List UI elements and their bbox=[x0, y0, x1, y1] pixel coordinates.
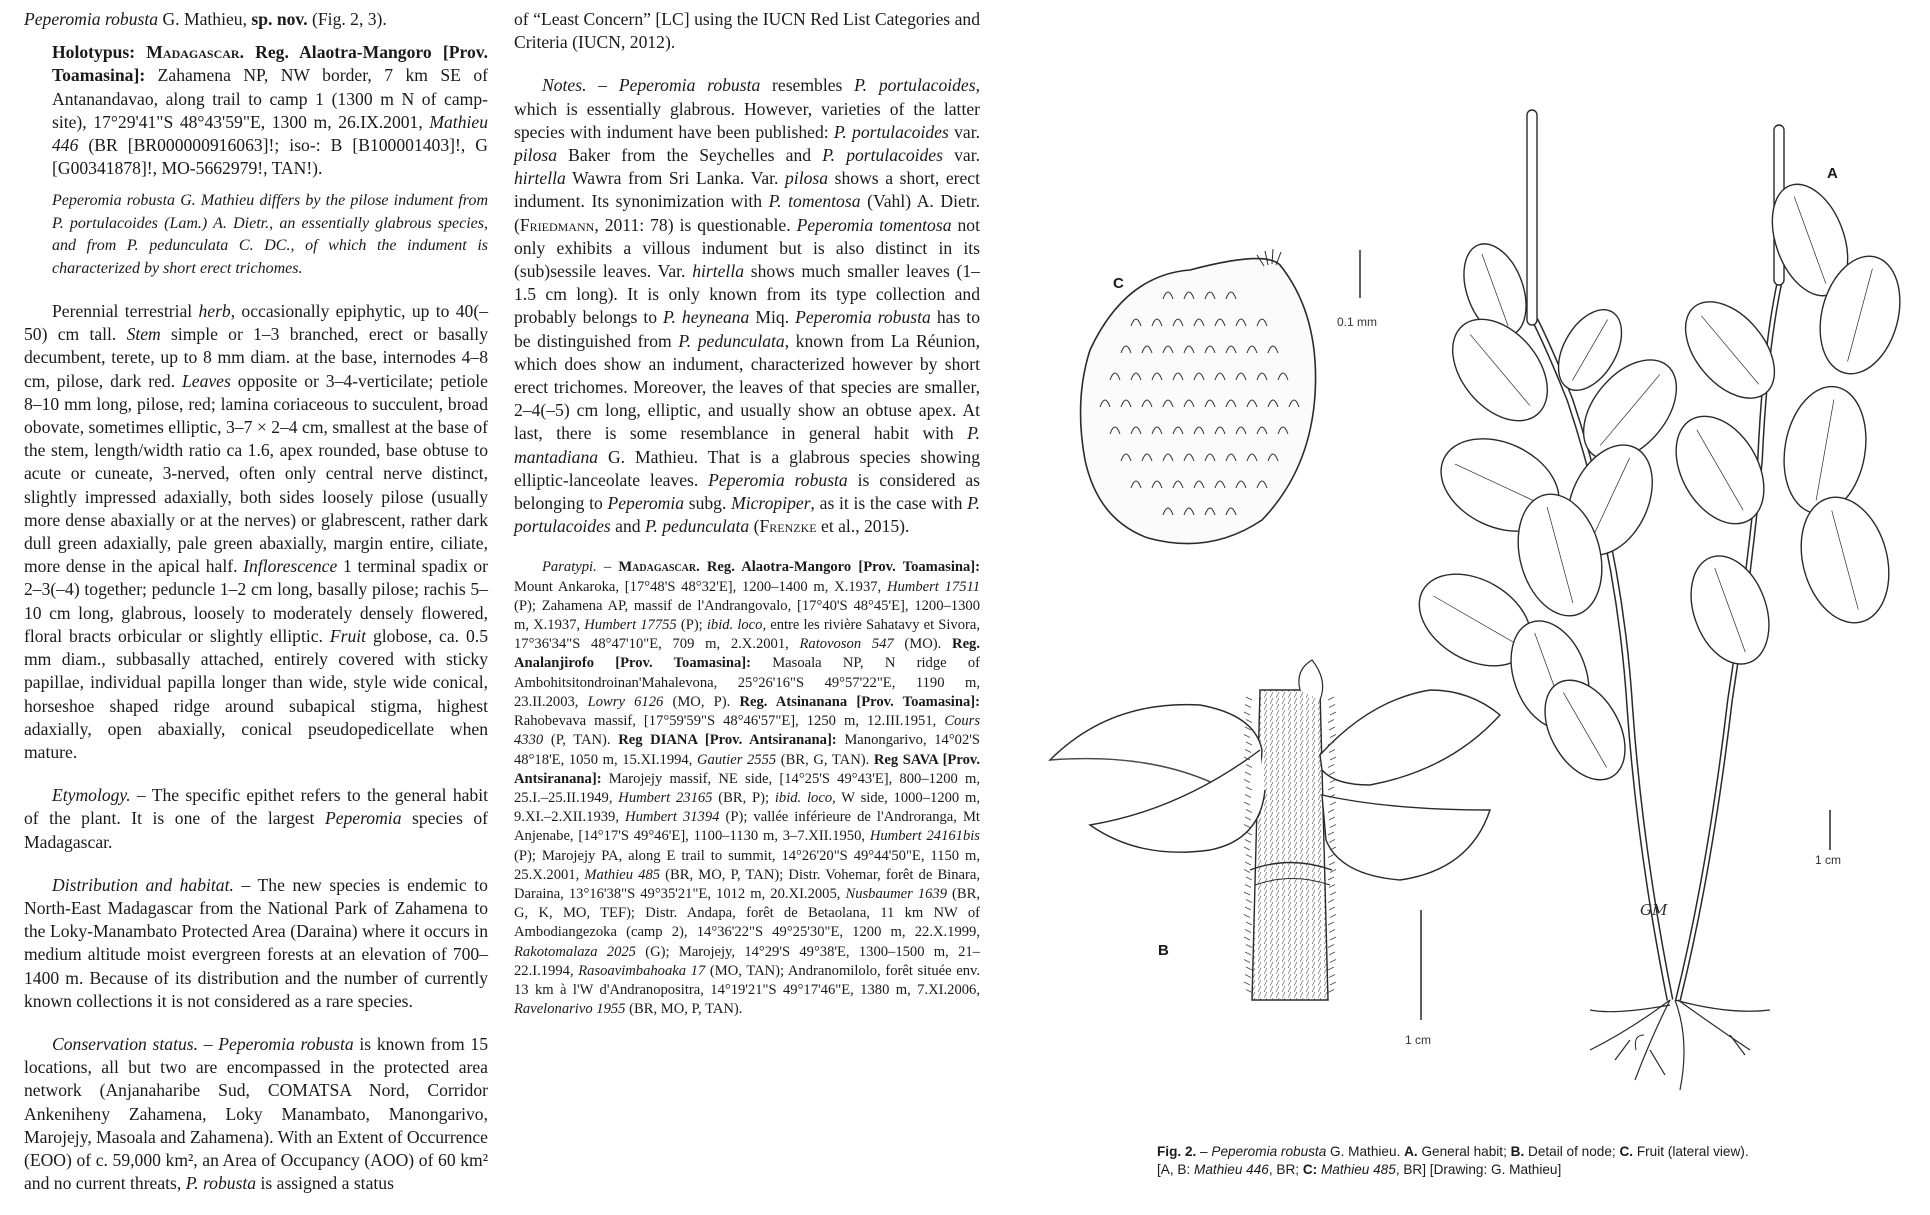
caption-line-1: Fig. 2. – Peperomia robusta G. Mathieu. A. General habit; B. Detail of node; C. Fruit (lateral view). bbox=[1157, 1144, 1749, 1159]
diagnosis-paragraph: Peperomia robusta G. Mathieu differs by the pilose indument from P. portulacoides (Lam.) A. Dietr., an essentially glabrous species, and from P. pedunculata C. DC., of which the indument is characterized by short erect trichomes. bbox=[52, 192, 488, 277]
notes-paragraph: Notes. – Peperomia robusta resembles P. portulacoides, which is essentially glabrous. However, varieties of the latter species with indument have been published: P. portulacoides var. pilosa Baker from the Seychelles and P. portulacoides var. hirtella Wawra from Sri Lanka. Var. pilosa shows a short, erect indument. Its synonimization with P. tomentosa (Vahl) A. Dietr. (Friedmann, 2011: 78) is questionable. Peperomia tomentosa not only exhibits a villous indument but is also distinct in its (sub)sessile leaves. Var. hirtella shows much smaller leaves (1–1.5 cm long). It is only known from its type collection and probably belongs to P. heyneana Miq. Peperomia robusta has to be distinguished from P. pedunculata, known from La Réunion, which does show an indument, characterized however by short erect trichomes. Moreover, the leaves of that species are smaller, 2–4(–5) cm long, elliptic, and usually show an obtuse apex. At last, there is some resemblance in general habit with P. mantadiana G. Mathieu. That is a glabrous species showing elliptic-lanceolate leaves. Peperomia robusta is considered as belonging to Peperomia subg. Micropiper, as it is the case with P. portulacoides and P. pedunculata (Frenzke et al., 2015). bbox=[514, 75, 981, 537]
habit-drawing-a bbox=[1403, 110, 1910, 1090]
scale-label-a: 1 cm bbox=[1815, 853, 1842, 867]
scale-label-c: 0.1 mm bbox=[1337, 315, 1378, 329]
label-a: A bbox=[1827, 165, 1838, 182]
fruit-drawing-c bbox=[1081, 249, 1316, 544]
text-column-middle bbox=[514, 8, 980, 1019]
species-name: Peperomia robusta bbox=[24, 9, 159, 29]
etymology-paragraph: Etymology. – The specific epithet refers to the general habit of the plant. It is one of the largest Peperomia species of Madagascar. bbox=[24, 785, 488, 852]
conservation-paragraph: Conservation status. – Peperomia robusta is known from 15 locations, all but two are encompassed in the protected area network (Anjanaharibe Sud, COMATSA Nord, Corridor Ankeniheny Zahamena, Loky Manambato, Manongarivo, Marojejy, Masoala and Zahamena). With an Extent of Occurrence (EOO) of c. 59,000 km², an Area of Occupancy (AOO) of 60 km² and no current threats, P. robusta is assigned a status bbox=[24, 1033, 488, 1194]
botanical-illustration bbox=[1030, 50, 1910, 1120]
artist-signature: GM bbox=[1640, 901, 1668, 919]
label-c: C bbox=[1113, 275, 1124, 292]
illustration-svg bbox=[1030, 50, 1910, 1120]
node-drawing-b bbox=[1050, 660, 1500, 1000]
species-heading: Peperomia robusta G. Mathieu, sp. nov. (Fig. 2, 3). bbox=[24, 9, 387, 29]
distribution-paragraph: Distribution and habitat. – The new species is endemic to North-East Madagascar from the National Park of Zahamena to the Loky-Manambato Protected Area (Daraina) where it occurs in medium altitude moist evergreen forests at an elevation of 700–1400 m. Because of its distribution and the number of currently known collections it is not considered as a rare species. bbox=[24, 874, 488, 1011]
figure-caption bbox=[1157, 1143, 1897, 1179]
label-b: B bbox=[1158, 942, 1169, 959]
caption-line-2: [A, B: Mathieu 446, BR; C: Mathieu 485, BR] [Drawing: G. Mathieu] bbox=[1157, 1162, 1562, 1177]
description-paragraph: Perennial terrestrial herb, occasionally epiphytic, up to 40(–50) cm tall. Stem simple or 1–3 branched, erect or basally decumbent, terete, up to 8 mm diam. at the base, internodes 4–8 cm, pilose, dark red. Leaves opposite or 3–4-verticilate; petiole 8–10 mm long, pilose, red; lamina coriaceous to succulent, broad obovate, sometimes elliptic, 3–7 × 2–4 cm, smallest at the base of the stem, length/width ratio ca 1.6, apex rounded, base obtuse to acute or cuneate, 3-nerved, often only central nerve distinct, slightly impressed adaxially, both sides loosely pilose (usually more dense abaxially or at the nerves) or glabrescent, rather dark dull green adaxially, pale green abaxially, margin entire, ciliate, more dense in the apical half. Inflorescence 1 terminal spadix or 2–3(–4) together; peduncle 1–2 cm long, basally pilose; rachis 5–10 cm long, glabrous, loosely to moderately densely flowered, floral bracts orbicular or slightly elliptic. Fruit globose, ca. 0.5 mm diam., subbasally attached, entirely covered with sticky papillae, individual papilla longer than wide, style wide conical, horseshoe shaped ridge around subapical stigma, highest adaxially, open abaxially, conical pseudopedicellate when mature. bbox=[24, 301, 488, 762]
scale-label-b: 1 cm bbox=[1405, 1033, 1432, 1047]
holotype-paragraph: Holotypus: Madagascar. Reg. Alaotra-Mangoro [Prov. Toamasina]: Zahamena NP, NW border, 7 km SE of Antanandavao, along trail to camp 1 (1300 m N of camp-site), 17°29'41"S 48°43'59"E, 1300 m, 26.IX.2001, Mathieu 446 (BR [BR0000009160​63]!; iso-: B [B100001403]!, G [G00341878]!, MO-5662979!, TAN!). bbox=[52, 42, 488, 179]
paratypi-paragraph: Paratypi. – Madagascar. Reg. Alaotra-Mangoro [Prov. Toamasina]: Mount Ankaroka, [17°48'S 48°32'E], 1200–1400 m, X.1937, Humbert 17511 (P); Zahamena AP, massif de l'Andrangovalo, [17°40'S 48°45'E], 1200–1300 m, X.1937, Humbert 17755 (P); ibid. loco, entre les rivière Sahatavy et Sivora, 17°36'34"S 48°47'10"E, 709 m, 2.X.2001, Ratovoson 547 (MO). Reg. Analanjirofo [Prov. Toamasina]: Masoala NP, N ridge of Ambohitsitondroinan'Mahalevona, 25°26'16"S 49°57'22"E, 1190 m, 23.II.2003, Lowry 6126 (MO, P). Reg. Atsinanana [Prov. Toamasina]: Rahobevava massif, [17°59'59"S 48°46'57"E], 1250 m, 12.III.1951, Cours 4330 (P, TAN). Reg DIANA [Prov. Antsiranana]: Manongarivo, 14°02'S 48°18'E, 1050 m, 15.XI.1994, Gautier 2555 (BR, G, TAN). Reg SAVA [Prov. Antsiranana]: Marojejy massif, NE side, [14°25'S 49°43'E], 800–1200 m, 25.I.–25.II.1949, Humbert 23165 (BR, P); ibid. loco, W side, 1000–1200 m, 9.XI.–2.XII.1939, Humbert 31394 (P); vallée inférieure de l'Androranga, Mt Anjenabe, [14°17'S 49°46'E], 1100–1130 m, 3–7.XII.1950, Humbert 24161bis (P); Marojejy PA, along E trail to summit, 14°26'20"S 49°44'50"E, 1150 m, 25.X.2001, Mathieu 485 (BR, MO, P, TAN); Distr. Vohemar, forêt de Binara, Daraina, 13°16'38"S 49°35'21"E, 1012 m, 20.XI.2005, Nusbaumer 1639 (BR, G, K, MO, TEF); Distr. Andapa, forêt de Betaolana, 11 km NW of Ambodiangezoka (camp 2), 14°36'22"S 49°25'30"E, 1200 m, 22.X.1999, Rakotomalaza 2025 (G); Marojejy, 14°29'S 49°38'E, 1300–1500 m, 21–22.I.1994, Rasoavimbahoaka 17 (MO, TAN); Andranomilolo, forêt située env. 13 km à l'W d'Andranopositra, 14°19'21"S 49°17'46"E, 1380 m, 7.XI.2006, Ravelonarivo 1955 (BR, MO, P, TAN). bbox=[514, 559, 981, 1018]
text-column-left bbox=[24, 8, 488, 1195]
continued-paragraph: of “Least Concern” [LC] using the IUCN Red List Categories and Criteria (IUCN, 2012). bbox=[514, 9, 980, 53]
